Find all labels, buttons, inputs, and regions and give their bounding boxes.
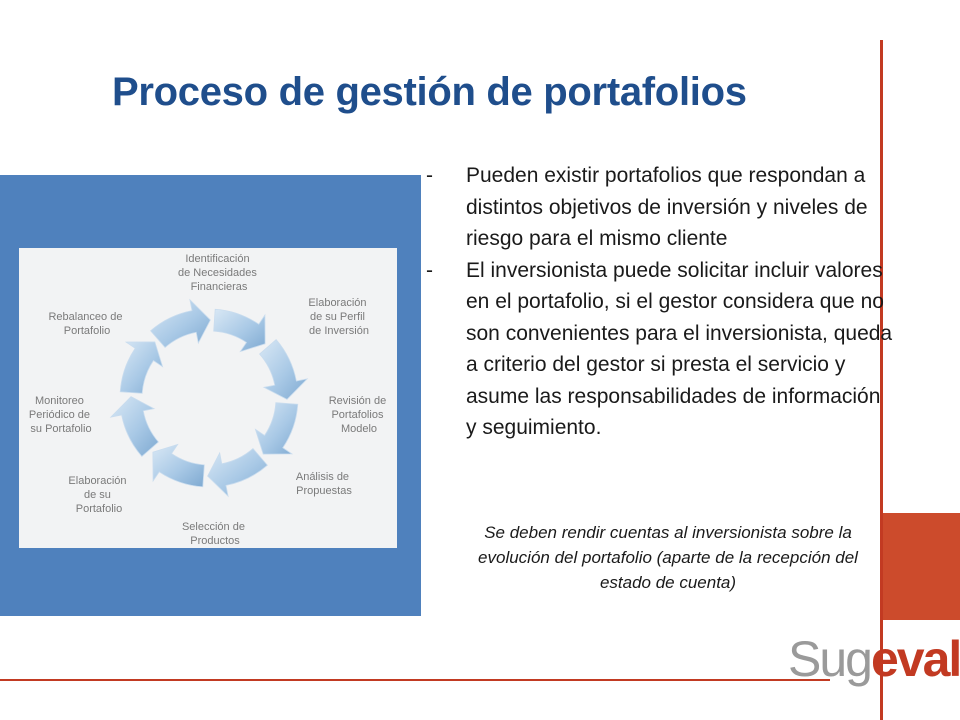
step-2-line-1: Elaboración	[308, 297, 367, 309]
portfolio-cycle-diagram	[19, 248, 397, 548]
step-label-seleccion	[182, 521, 248, 547]
bullet-list	[424, 160, 894, 444]
bullet-marker: -	[426, 258, 433, 282]
step-1-line-2: de Necesidades	[178, 267, 257, 279]
step-3-line-3: Modelo	[340, 423, 378, 435]
step-6-line-1: Elaboración	[68, 475, 127, 487]
note-text: Se deben rendir cuentas al inversionista sobre la evolución del portafolio (aparte de la recepción del estado de cuenta)	[478, 523, 858, 592]
sugeval-logo	[788, 628, 960, 690]
step-8-line-1: Rebalanceo de	[48, 311, 123, 323]
step-label-revision	[329, 395, 390, 435]
logo-text-sug: Sug	[788, 631, 871, 687]
step-1-line-1: Identificación	[185, 253, 250, 265]
step-label-rebalanceo	[48, 311, 125, 337]
step-4-line-2: Propuestas	[296, 485, 352, 497]
step-label-perfil	[308, 297, 369, 337]
step-label-elaboracion-portafolio	[68, 475, 129, 515]
step-7-line-1: Monitoreo	[35, 395, 84, 407]
step-4-line-1: Análisis de	[295, 471, 350, 483]
bullet-text: El inversionista puede solicitar incluir valores en el portafolio, si el gestor considera que no son convenientes para el inversionista, queda a criterio del gestor si presta el servicio y asume las responsabilidades de información y seguimiento.	[466, 258, 893, 439]
step-6-line-3: Portafolio	[75, 503, 123, 515]
step-label-identificacion	[178, 253, 260, 293]
bullet-item	[424, 160, 894, 255]
step-3-line-1: Revisión de	[328, 395, 387, 407]
cycle-arrow	[111, 397, 159, 457]
logo-text-eval: eval	[870, 631, 960, 687]
step-7-line-2: Periódico de	[28, 409, 91, 421]
cycle-arrow	[153, 444, 204, 486]
step-5-line-2: Productos	[190, 535, 240, 547]
cycle-arrow	[255, 403, 297, 454]
red-accent-block	[883, 513, 960, 620]
bottom-divider-line	[0, 679, 830, 681]
bullet-text: Pueden existir portafolios que respondan a distintos objetivos de inversión y niveles de riesgo para el mismo cliente	[466, 164, 868, 250]
bullet-item	[424, 255, 894, 444]
step-2-line-2: de su Perfil	[309, 311, 365, 323]
step-8-line-2: Portafolio	[63, 325, 111, 337]
cycle-arrow	[214, 309, 265, 351]
step-label-monitoreo	[29, 395, 93, 435]
bullet-marker: -	[426, 164, 433, 187]
cycle-arrow	[208, 449, 268, 497]
slide-title: Proceso de gestión de portafolios	[112, 70, 747, 114]
cycle-arrows-group	[111, 300, 307, 496]
step-1-line-3: Financieras	[190, 281, 248, 293]
step-2-line-3: de Inversión	[309, 325, 369, 337]
step-7-line-3: su Portafolio	[30, 423, 92, 435]
cycle-arrow	[260, 340, 308, 400]
cycle-labels-group	[29, 253, 389, 547]
cycle-arrows-svg	[19, 248, 397, 548]
cycle-arrow	[151, 300, 211, 348]
step-5-line-1: Selección de	[181, 521, 245, 533]
step-6-line-2: de su	[84, 489, 111, 501]
step-3-line-2: Portafolios	[331, 409, 384, 421]
cycle-arrow	[120, 342, 162, 393]
step-label-analisis	[296, 471, 352, 497]
